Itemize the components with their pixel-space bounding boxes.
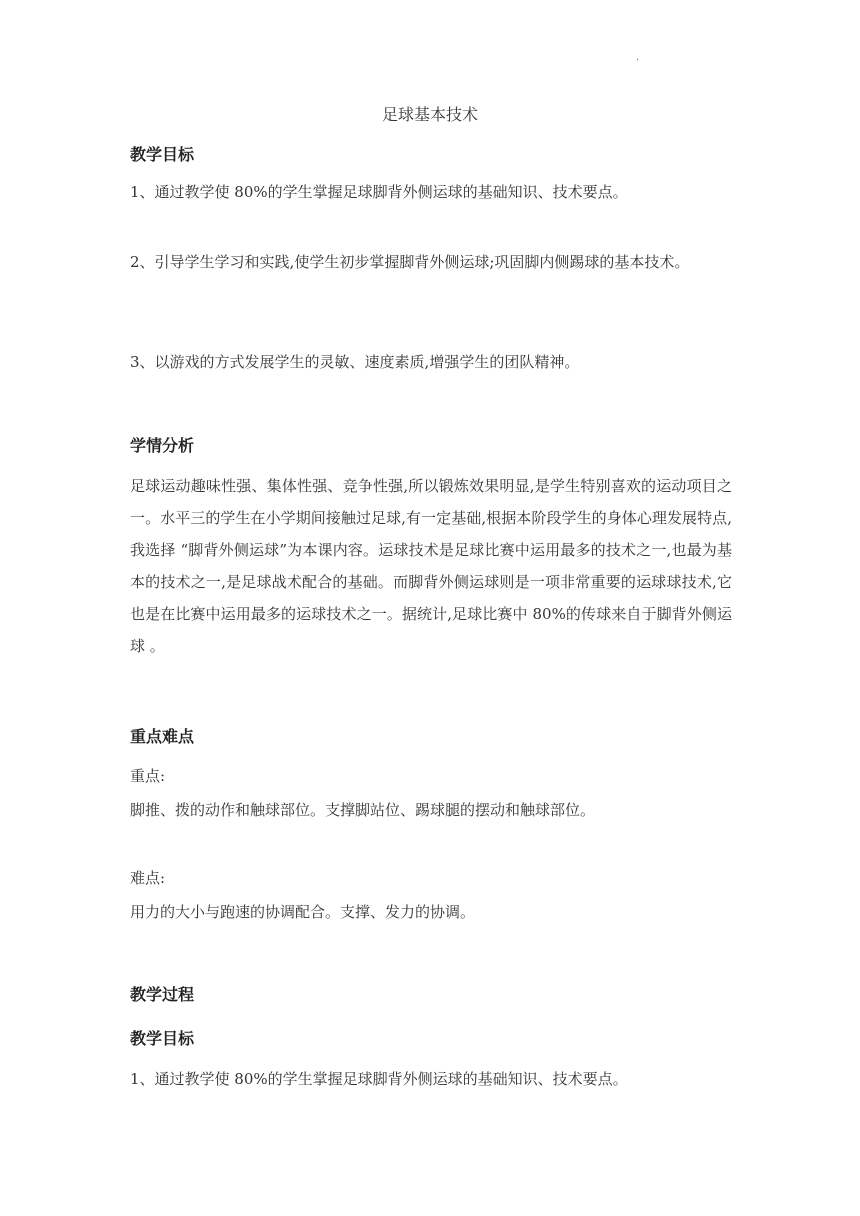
document-title: 足球基本技术 (381, 105, 478, 124)
goal-item-2: 2、引导学生学习和实践,使学生初步掌握脚背外侧运球;巩固脚内侧踢球的基本技术。 (130, 253, 690, 271)
difficult-points-text: 用力的大小与跑速的协调配合。支撑、发力的协调。 (130, 903, 476, 921)
section-heading-teaching-goals: 教学目标 (130, 145, 195, 164)
section-heading-student-analysis: 学情分析 (130, 436, 195, 455)
goal-item-1: 1、通过教学使 80%的学生掌握足球脚背外侧运球的基础知识、技术要点。 (130, 183, 628, 201)
key-points-text: 脚推、拨的动作和触球部位。支撑脚站位、踢球腿的摆动和触球部位。 (130, 801, 596, 819)
student-analysis-paragraph: 足球运动趣味性强、集体性强、竞争性强,所以锻炼效果明显,是学生特别喜欢的运动项目之一。水平三的学生在小学期间接触过足球,有一定基础,根据本阶段学生的身体心理发展特点,我选择 “脚背外侧运球”为本课内容。运球技术是足球比赛中运用最多的技术之一,也最为基本的技术之一,是足球战术配合的基础。而脚背外侧运球则是一项非常重要的运球球技术,它也是在比赛中运用最多的运球技术之一。据统计,足球比赛中 80%的传球来自于脚背外侧运球 。 (130, 477, 732, 655)
process-goal-item-1: 1、通过教学使 80%的学生掌握足球脚背外侧运球的基础知识、技术要点。 (130, 1070, 628, 1088)
section-heading-key-difficult-points: 重点难点 (130, 727, 195, 746)
sub-heading-teaching-goals: 教学目标 (130, 1029, 195, 1048)
goal-item-3: 3、以游戏的方式发展学生的灵敏、速度素质,增强学生的团队精神。 (130, 353, 580, 371)
difficult-points-label: 难点: (130, 869, 166, 887)
section-heading-teaching-process: 教学过程 (130, 985, 195, 1004)
header-mark: · (636, 55, 640, 66)
key-points-label: 重点: (130, 767, 166, 785)
